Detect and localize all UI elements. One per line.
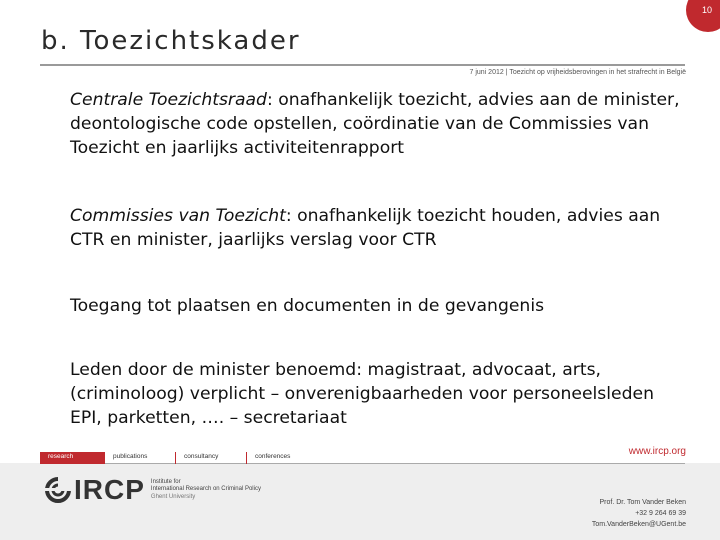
ircp-logo	[44, 474, 281, 506]
paragraph-cvt-text: : onafhankelijk toezicht houden, advies aan CTR en minister, jaarlijks verslag voor CTR	[70, 206, 661, 250]
logo-wordmark: IRCP	[74, 474, 145, 505]
contact-email[interactable]: Tom.VanderBeken@UGent.be	[591, 521, 686, 528]
page-number: 10	[701, 5, 712, 15]
slide-title: b. Toezichtskader	[41, 26, 301, 56]
nav-item-publications[interactable]: publications	[104, 452, 175, 464]
paragraph-ctr	[70, 88, 680, 160]
logo-line-3: Ghent University	[150, 494, 196, 500]
paragraph-ctr-text: : onafhankelijk toezicht, advies aan de minister, deontologische code opstellen, coördinatie van de Commissies van Toezicht en jaarlijks activiteitenrapport	[70, 90, 680, 158]
logo-subtitle	[151, 479, 281, 501]
nav-item-research[interactable]: research	[40, 452, 104, 464]
title-divider	[40, 64, 685, 66]
contact-phone: +32 9 264 69 39	[635, 510, 686, 517]
logo-line-2: International Research on Criminal Policy	[150, 486, 261, 492]
paragraph-cvt	[70, 204, 680, 252]
contact-name: Prof. Dr. Tom Vander Beken	[599, 499, 686, 506]
nav-item-consultancy[interactable]: consultancy	[175, 452, 246, 464]
paragraph-access: Toegang tot plaatsen en documenten in de gevangenis	[70, 296, 545, 316]
logo-line-1: Institute for	[150, 479, 181, 485]
paragraph-members: Leden door de minister benoemd: magistraat, advocaat, arts, (criminoloog) verplicht – onverenigbaarheden voor personeelsleden EPI, parketten, …. – secretariaat	[70, 360, 654, 428]
ircp-logo-mark-icon	[44, 477, 72, 503]
footer-nav	[40, 452, 319, 464]
nav-item-conferences[interactable]: conferences	[246, 452, 319, 464]
slide-subtitle: 7 juni 2012 | Toezicht op vrijheidsberovingen in het strafrecht in België	[469, 69, 686, 76]
term-cvt: Commissies van Toezicht	[70, 206, 286, 226]
term-ctr: Centrale Toezichtsraad	[70, 90, 267, 110]
website-link[interactable]: www.ircp.org	[628, 446, 686, 457]
contact-block	[592, 497, 686, 530]
